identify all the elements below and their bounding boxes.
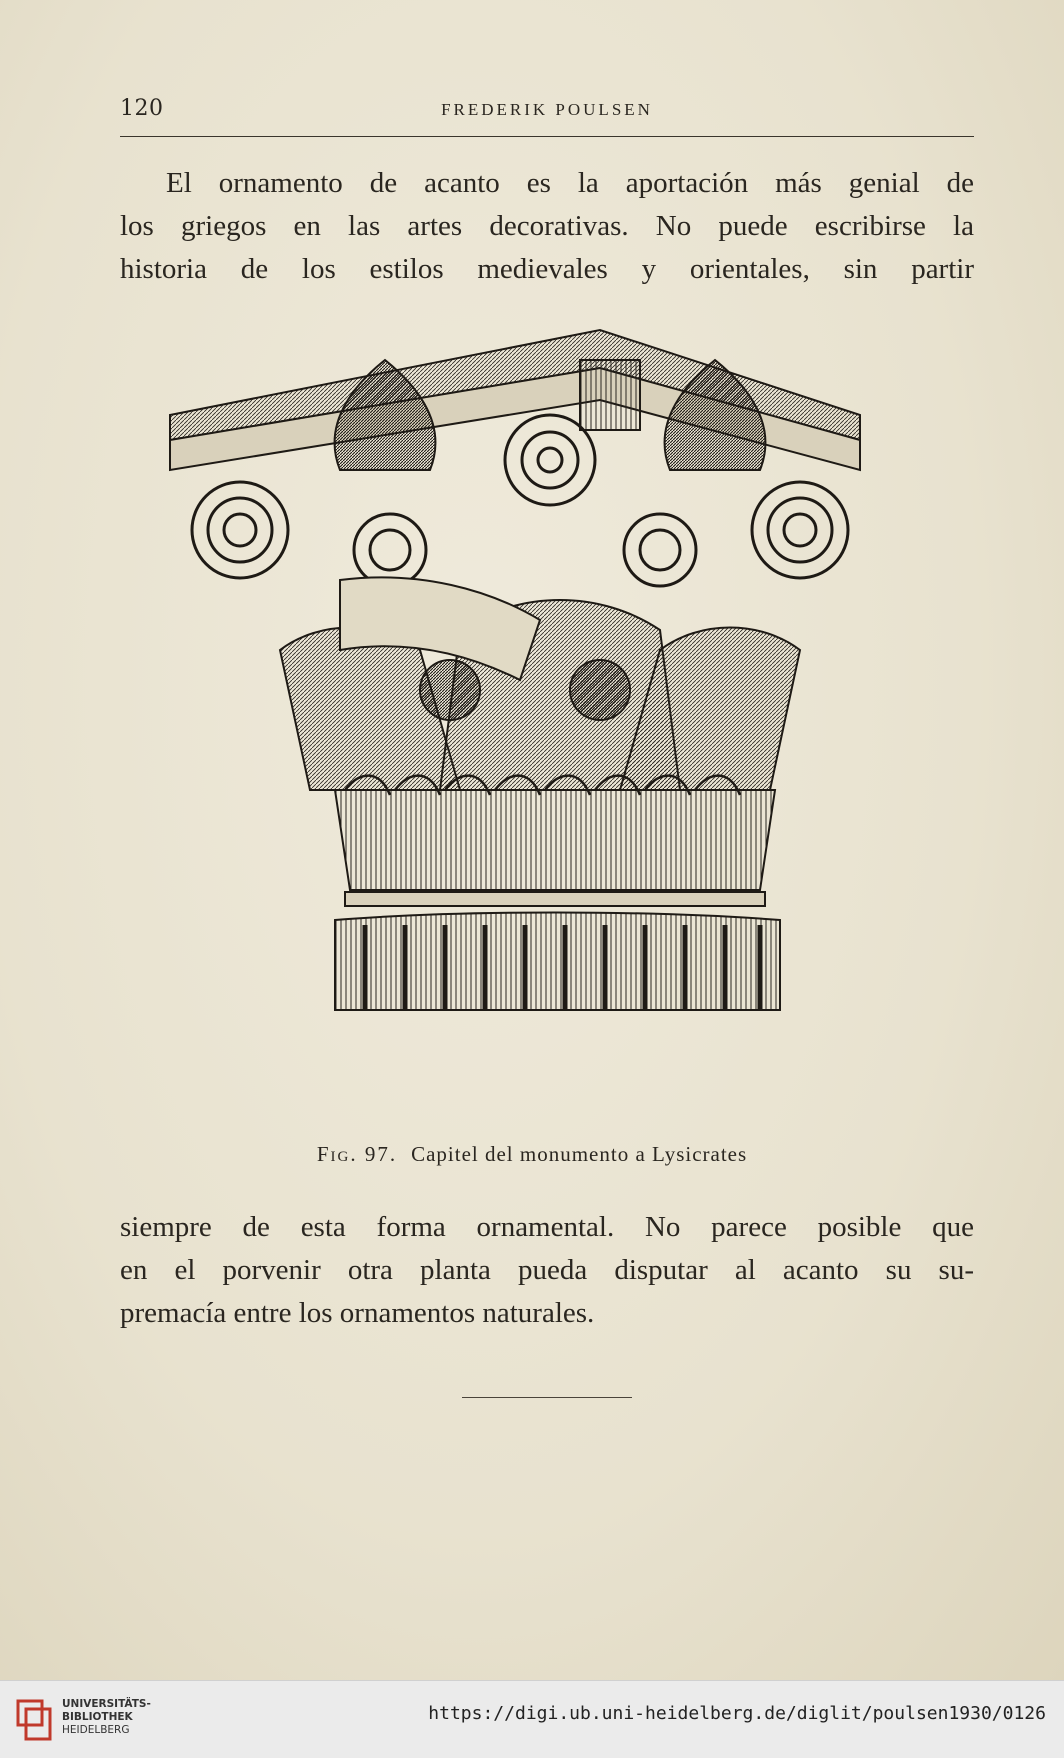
- logo-line: BIBLIOTHEK: [62, 1711, 133, 1723]
- capital-illustration: [160, 320, 940, 1130]
- text-line: los griegos en las artes decorativas. No puede escribirse la: [120, 210, 974, 242]
- section-end-rule: [462, 1397, 632, 1398]
- figure-caption-text: Capitel del monumento a Lysicrates: [411, 1142, 748, 1166]
- viewer-footer: [0, 1680, 1064, 1758]
- running-head: FREDERIK POULSEN: [441, 100, 653, 119]
- text-line: El ornamento de acanto es la aportación más genial de: [166, 167, 974, 199]
- paragraph-conclusion: [120, 1206, 974, 1335]
- logo-line: HEIDELBERG: [62, 1724, 130, 1736]
- corinthian-capital-engraving: [160, 320, 940, 1130]
- figure-label: Fig. 97.: [316, 1142, 398, 1166]
- text-line: siempre de esta forma ornamental. No parece posible que: [120, 1211, 974, 1243]
- header-rule: [120, 136, 974, 137]
- text-line: premacía entre los ornamentos naturales.: [120, 1297, 595, 1329]
- paragraph-intro: [120, 162, 974, 291]
- text-line: en el porvenir otra planta pueda disputar al acanto su su-: [120, 1254, 974, 1286]
- permalink-url[interactable]: https://digi.ub.uni-heidelberg.de/diglit/poulsen1930/0126: [428, 1703, 1046, 1724]
- library-logo-text[interactable]: [62, 1698, 151, 1737]
- page-header: [120, 96, 974, 126]
- library-logo-icon[interactable]: [12, 1695, 56, 1745]
- logo-line: UNIVERSITÄTS-: [62, 1698, 151, 1710]
- figure-caption: [0, 1142, 1064, 1167]
- page-number: 120: [120, 96, 164, 121]
- text-line: historia de los estilos medievales y orientales, sin partir: [120, 253, 974, 285]
